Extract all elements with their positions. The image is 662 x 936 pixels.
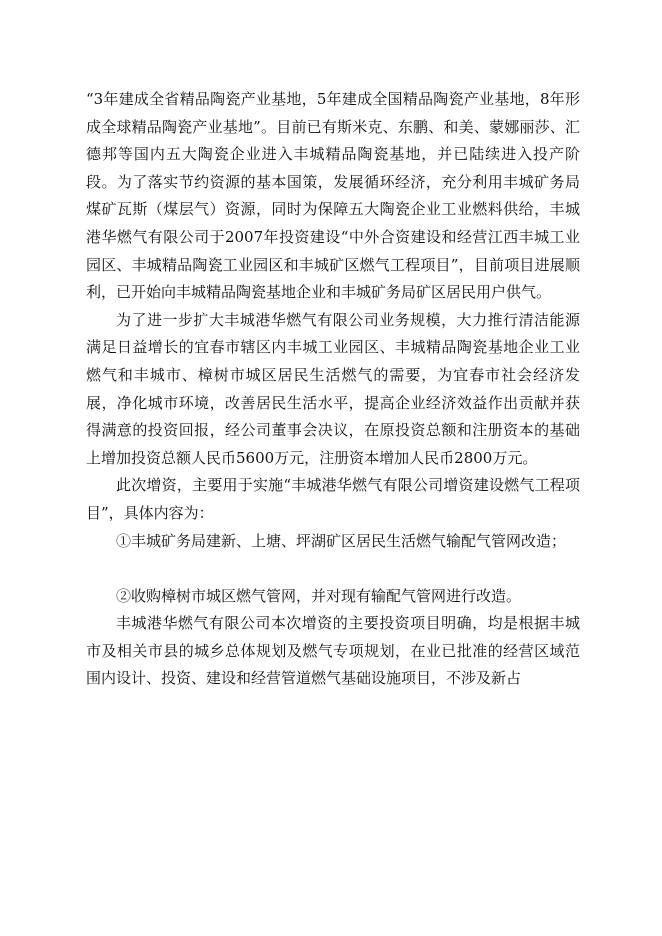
paragraph-4: ①丰城矿务局建新、上塘、坪湖矿区居民生活燃气输配气管网改造；	[116, 531, 567, 550]
paragraph-2: 为了进一步扩大丰城港华燃气有限公司业务规模，大力推行清洁能源满足日益增长的宜春市辖区内丰城工业园区、丰城精品陶瓷基地企业工业燃气和丰城市、樟树市城区居民生活燃气的需要，为宜春市社会经济发展，净化城市环境，改善居民生活水平，提高企业经济效益作出贡献并获得满意的投资回报，经公司董事会决议，在原投资总额和注册资本的基础上增加投资总额人民币5600万元，注册资本增加人民币2800万元。	[86, 310, 580, 467]
blank-line	[86, 555, 580, 583]
paragraph-3: 此次增资，主要用于实施“丰城港华燃气有限公司增资建设燃气工程项目”，具体内容为：	[86, 476, 580, 522]
body-text	[86, 86, 580, 693]
paragraph-6: 丰城港华燃气有限公司本次增资的主要投资项目明确，均是根据丰城市及相关市县的城乡总体规划及燃气专项规划，在业已批准的经营区域范围内设计、投资、建设和经营管道燃气基础设施项目，不涉及新占	[86, 614, 580, 688]
paragraph-1: “3年建成全省精品陶瓷产业基地，5年建成全国精品陶瓷产业基地，8年形成全球精品陶瓷产业基地”。目前已有斯米克、东鹏、和美、蒙娜丽莎、汇德邦等国内五大陶瓷企业进入丰城精品陶瓷基地，并已陆续进入投产阶段。为了落实节约资源的基本国策，发展循环经济，充分利用丰城矿务局煤矿瓦斯（煤层气）资源，同时为保障五大陶瓷企业工业燃料供给，丰城港华燃气有限公司于2007年投资建设“中外合资建设和经营江西丰城工业园区、丰城精品陶瓷工业园区和丰城矿区燃气工程项目”，目前项目进展顺利，已开始向丰城精品陶瓷基地企业和丰城矿务局矿区居民用户供气。	[86, 90, 580, 302]
paragraph-5: ②收购樟树市城区燃气管网，并对现有输配气管网进行改造。	[116, 586, 522, 605]
